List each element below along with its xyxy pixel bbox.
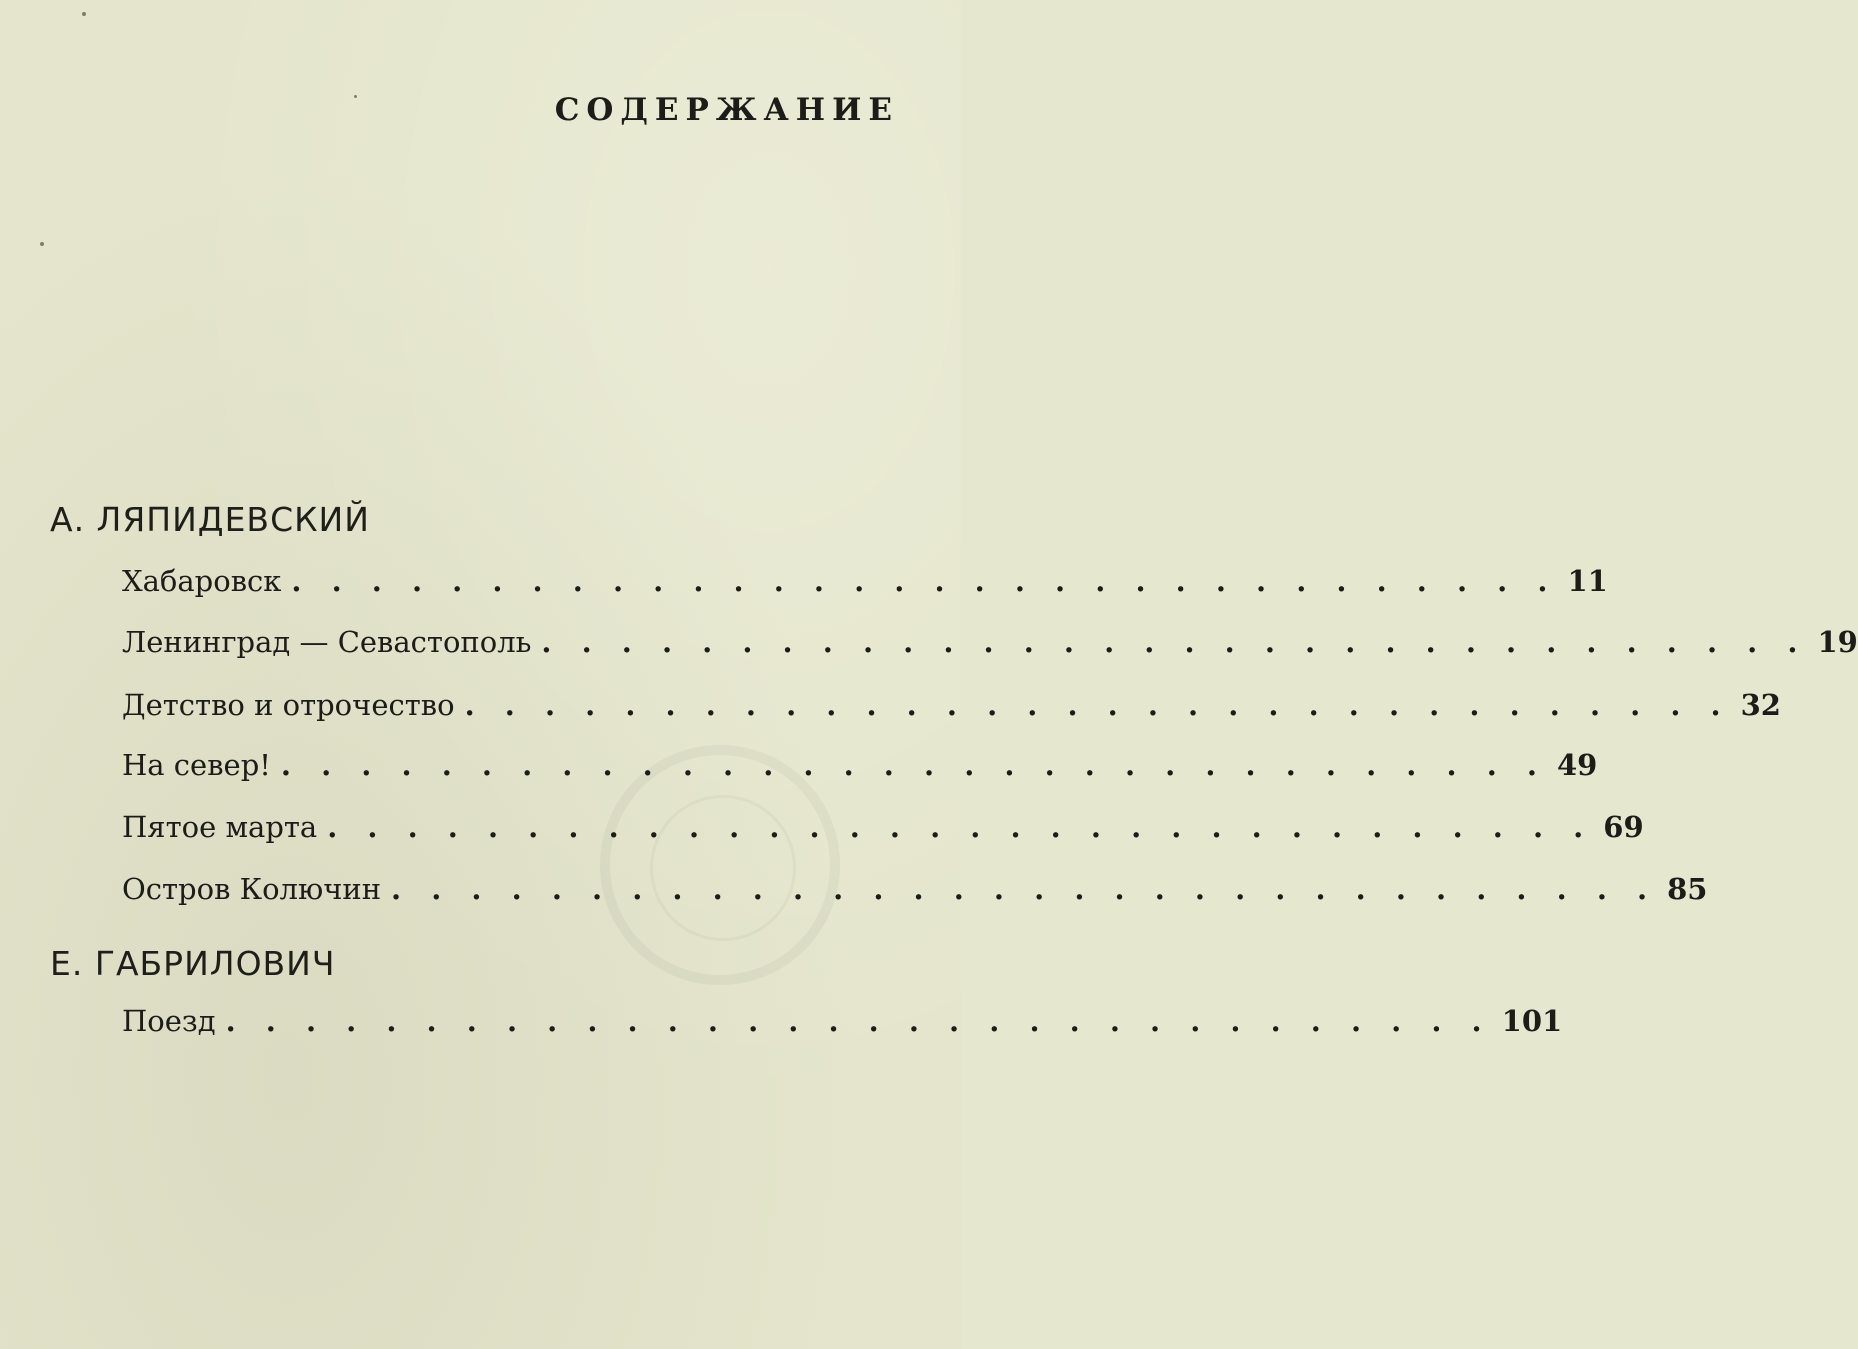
toc-entry-title: Ленинград — Севастополь	[122, 625, 532, 659]
toc-entry	[122, 872, 1708, 912]
toc-entry-title: Детство и отрочество	[122, 688, 455, 722]
paper-speck	[354, 95, 357, 98]
paper-speck	[82, 12, 86, 16]
toc-entry-page: 85	[1667, 872, 1708, 906]
dot-leader: . . . . . . . . . . . . . . . . . . . . . . . . . . . . . . . .	[291, 564, 1558, 598]
toc-entry-title: Поезд	[122, 1004, 216, 1038]
toc-entry-title: Хабаровск	[122, 564, 282, 598]
toc-entry	[122, 688, 1781, 728]
toc-entry-page: 49	[1556, 748, 1598, 782]
toc-entry-page: 19	[1817, 625, 1858, 659]
toc-entry-page: 11	[1567, 564, 1608, 598]
toc-entry-page: 101	[1501, 1004, 1563, 1038]
dot-leader: . . . . . . . . . . . . . . . . . . . . . . . . . . . . . . . .	[225, 1004, 1492, 1038]
toc-entry	[122, 1004, 1563, 1044]
toc-entry-page: 69	[1603, 810, 1644, 844]
dot-leader: . . . . . . . . . . . . . . . . . . . . . . . . . . . . . . . .	[391, 872, 1658, 906]
toc-entry-page: 32	[1740, 688, 1781, 722]
toc-entry-title: Пятое марта	[122, 810, 318, 844]
toc-entry-title: Остров Колючин	[122, 872, 382, 906]
dot-leader: . . . . . . . . . . . . . . . . . . . . . . . . . . . . . . . .	[327, 810, 1594, 844]
section-author: А. ЛЯПИДЕВСКИЙ	[50, 500, 370, 539]
paper-speck	[40, 242, 44, 246]
toc-entry	[122, 748, 1598, 788]
toc-entry	[122, 810, 1644, 850]
toc-entry	[122, 625, 1858, 665]
page-title: СОДЕРЖАНИЕ	[554, 92, 899, 128]
toc-entry-title: На север!	[122, 748, 271, 782]
dot-leader: . . . . . . . . . . . . . . . . . . . . . . . . . . . . . . . .	[280, 748, 1547, 782]
section-author: Е. ГАБРИЛОВИЧ	[50, 944, 336, 983]
toc-entry	[122, 564, 1608, 604]
dot-leader: . . . . . . . . . . . . . . . . . . . . . . . . . . . . . . . .	[464, 688, 1731, 722]
dot-leader: . . . . . . . . . . . . . . . . . . . . . . . . . . . . . . . .	[541, 625, 1808, 659]
